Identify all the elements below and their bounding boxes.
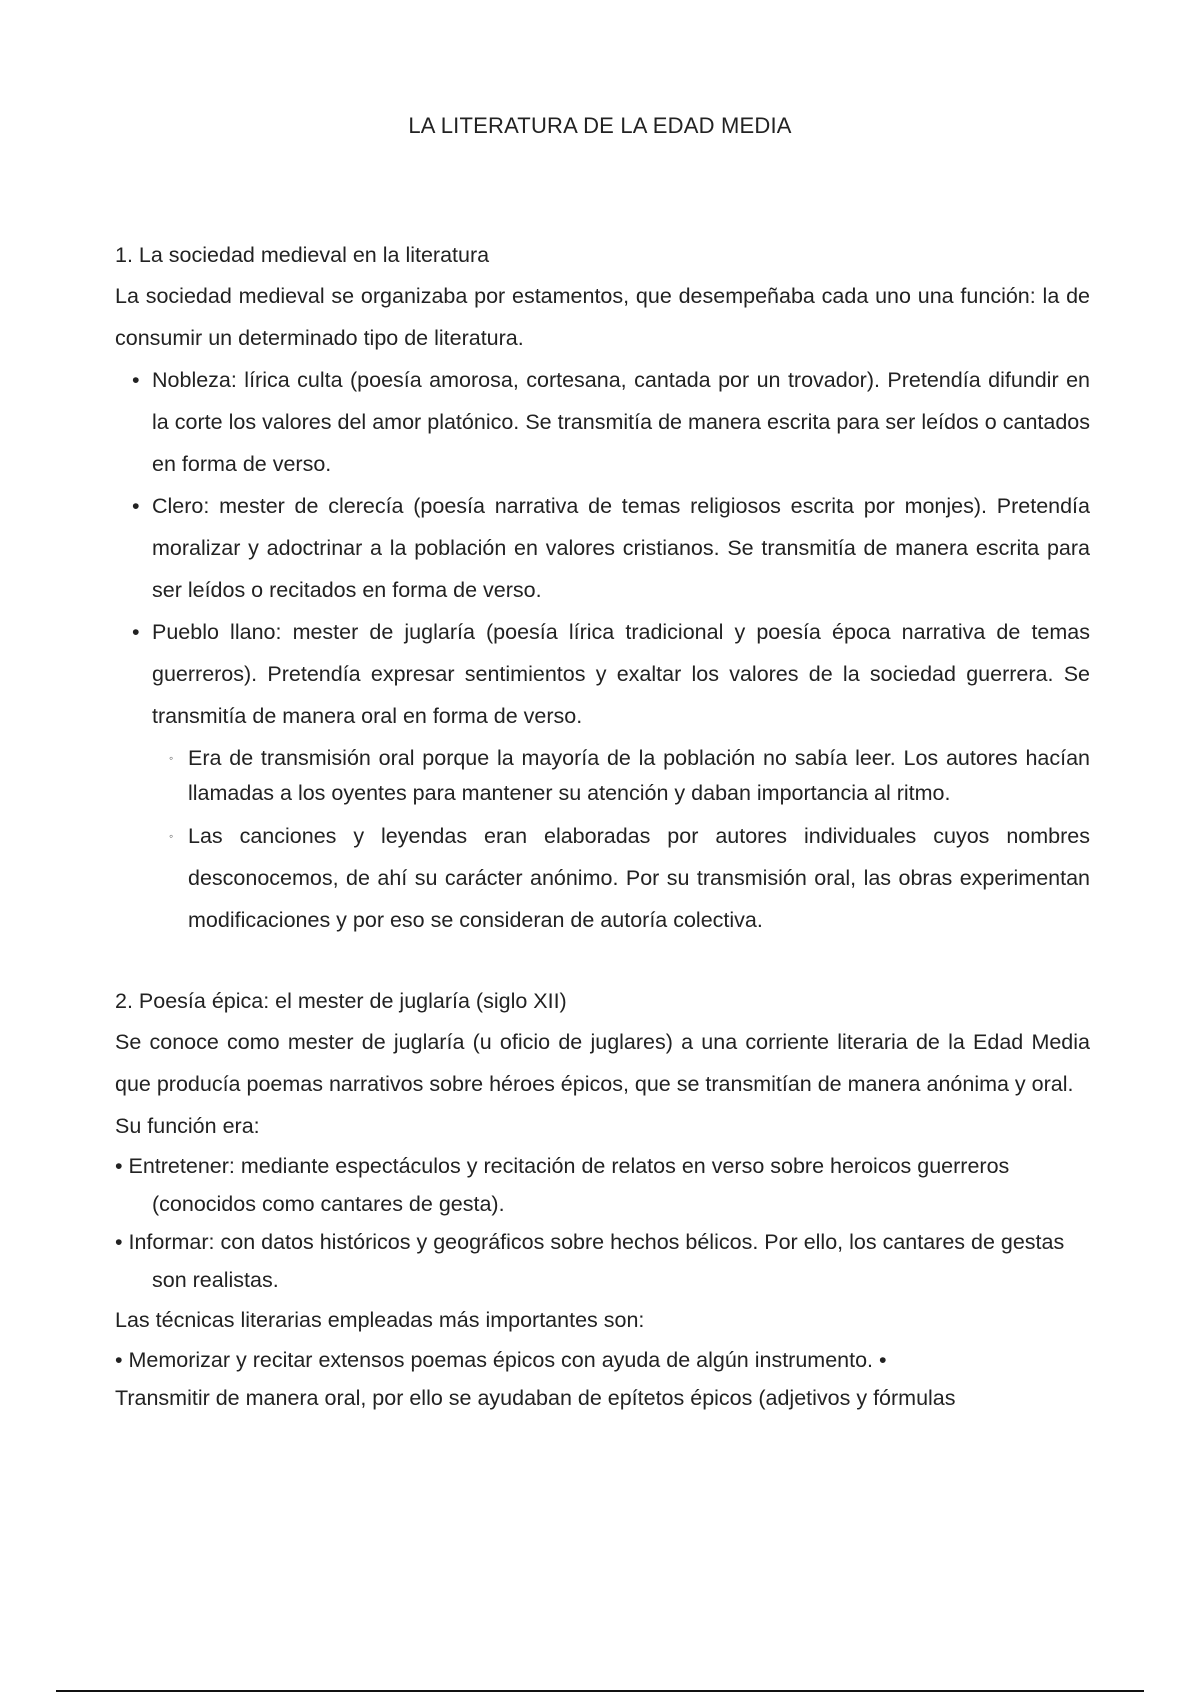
bullet-icon: • [132, 494, 140, 518]
list-item-text: Clero: mester de clerecía (poesía narrativa de temas religiosos escrita por monjes). Pretendía moralizar y adoctrinar a la población en valores cristianos. Se transmitía de manera escrita para ser leídos o recitados en forma de verso. [152, 494, 1090, 602]
sub-bullet-icon: ◦ [169, 829, 174, 843]
bullet-icon: • [132, 368, 140, 392]
page-title: LA LITERATURA DE LA EDAD MEDIA [408, 113, 792, 138]
sub-list-item-anonimato [115, 815, 1090, 941]
list-item-clero [115, 485, 1090, 611]
sub-list-item-text: Era de transmisión oral porque la mayoría de la población no sabía leer. Los autores hacían llamadas a los oyentes para mantener su atención y daban importancia al ritmo. [188, 746, 1090, 805]
function-label: Su función era: [115, 1114, 260, 1138]
function-item-informar: • Informar: con datos históricos y geográficos sobre hechos bélicos. Por ello, los cantares de gestas son realistas. [115, 1230, 1065, 1292]
bullet-icon: • [132, 620, 140, 644]
techniques-line-2: Transmitir de manera oral, por ello se ayudaban de epítetos épicos (adjetivos y fórmulas [115, 1386, 956, 1410]
techniques-label: Las técnicas literarias empleadas más importantes son: [115, 1308, 645, 1332]
section-2-intro: Se conoce como mester de juglaría (u oficio de juglares) a una corriente literaria de la Edad Media que producía poemas narrativos sobre héroes épicos, que se transmitían de manera anónima y oral. [115, 1030, 1090, 1096]
document-body [115, 235, 1090, 1417]
sub-list-item-transmision-oral [115, 741, 1090, 811]
section-spacer [115, 941, 1090, 981]
sub-bullet-icon: ◦ [169, 751, 174, 765]
list-item-text: Nobleza: lírica culta (poesía amorosa, cortesana, cantada por un trovador). Pretendía difundir en la corte los valores del amor platónico. Se transmitía de manera escrita para ser leídos o cantados en forma de verso. [152, 368, 1090, 476]
techniques-line-1: • Memorizar y recitar extensos poemas épicos con ayuda de algún instrumento. • [115, 1348, 887, 1372]
list-item-nobleza [115, 359, 1090, 485]
function-item-entretener: • Entretener: mediante espectáculos y recitación de relatos en verso sobre heroicos guerreros (conocidos como cantares de gesta). [115, 1154, 1010, 1216]
sub-list-item-text: Las canciones y leyendas eran elaboradas por autores individuales cuyos nombres desconocemos, de ahí su carácter anónimo. Por su transmisión oral, las obras experimentan modificaciones y por eso se consideran de autoría colectiva. [188, 824, 1090, 932]
list-item-text: Pueblo llano: mester de juglaría (poesía lírica tradicional y poesía época narrativa de temas guerreros). Pretendía expresar sentimientos y exaltar los valores de la sociedad guerrera. Se transmitía de manera oral en forma de verso. [152, 620, 1090, 728]
footer-divider [56, 1690, 1144, 1692]
section-2-heading: 2. Poesía épica: el mester de juglaría (siglo XII) [115, 989, 567, 1013]
section-1-heading: 1. La sociedad medieval en la literatura [115, 243, 490, 267]
section-1-intro: La sociedad medieval se organizaba por estamentos, que desempeñaba cada uno una función: la de consumir un determinado tipo de literatura. [115, 284, 1090, 350]
list-item-pueblo-llano [115, 611, 1090, 737]
